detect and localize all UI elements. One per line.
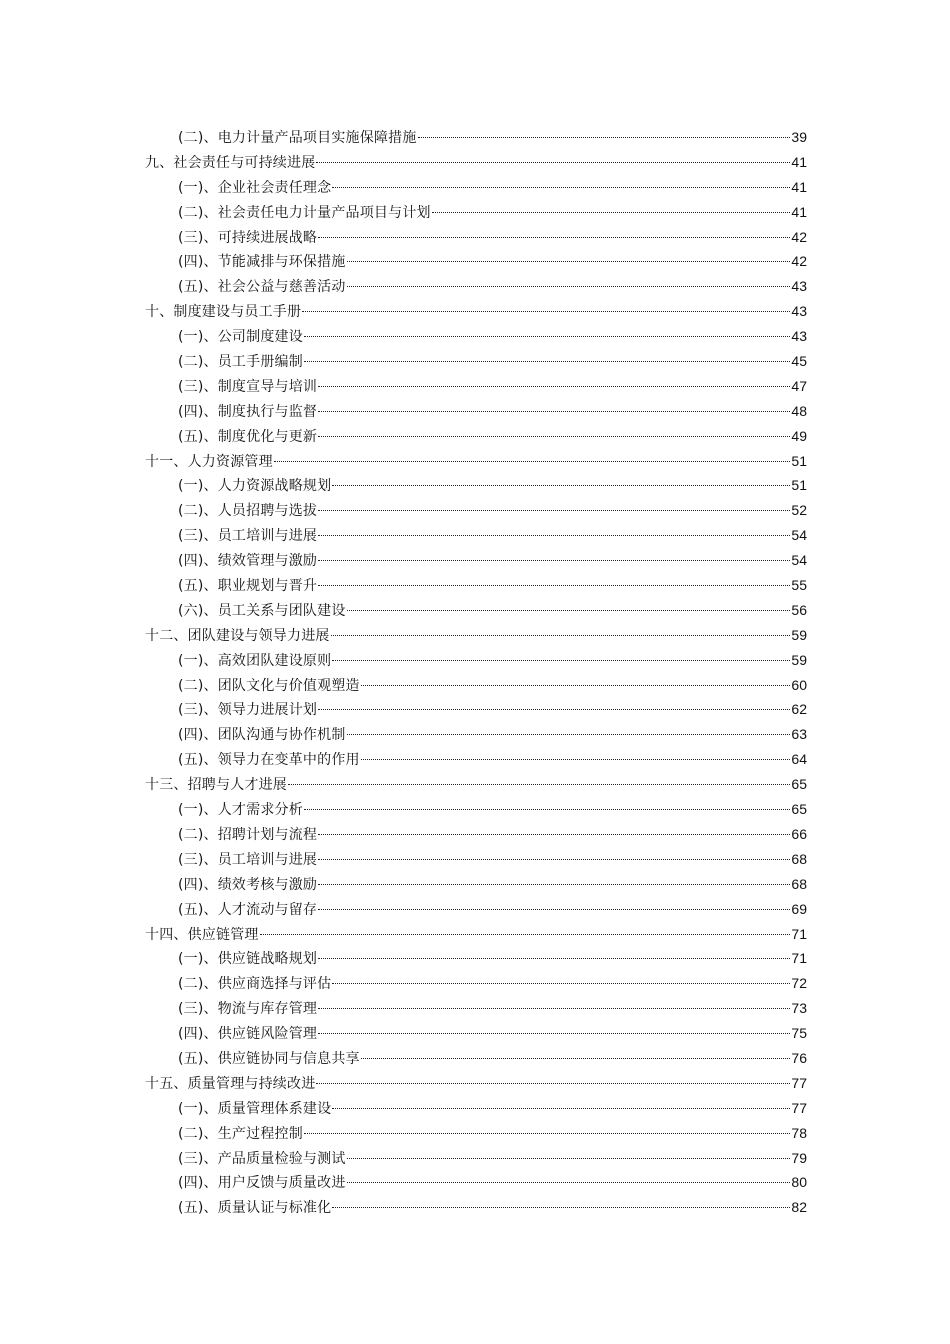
toc-entry-line [145,1071,807,1097]
toc-section-entry[interactable] [0,424,950,449]
toc-page-number: 65 [791,801,807,818]
toc-entry-title: (五)、供应链协同与信息共享 [178,1050,360,1067]
dot-leader [331,635,791,636]
dot-leader [347,734,791,735]
toc-page-number: 43 [791,328,807,345]
toc-section-entry[interactable] [0,523,950,548]
dot-leader [318,585,790,586]
toc-entry-title: (四)、绩效管理与激励 [178,553,318,570]
toc-page-number: 80 [791,1174,807,1191]
toc-entry-title: (二)、生产过程控制 [178,1125,303,1142]
toc-page-number: 71 [791,925,807,942]
toc-section-entry[interactable] [0,598,950,623]
dot-leader [316,1083,790,1084]
dot-leader [318,884,790,885]
toc-section-entry[interactable] [0,946,950,971]
toc-section-entry[interactable] [0,374,950,399]
toc-entry-line [178,349,807,375]
dot-leader [347,286,791,287]
toc-page-number: 43 [791,278,807,295]
toc-section-entry[interactable] [0,175,950,200]
toc-entry-title: (一)、企业社会责任理念 [178,179,332,196]
toc-section-entry[interactable] [0,498,950,523]
dot-leader [302,311,790,312]
toc-entry-title: (四)、制度执行与监督 [178,403,318,420]
toc-entry-line [178,274,807,300]
toc-page-number: 42 [791,253,807,270]
toc-entry-line [178,1046,807,1072]
toc-entry-title: (五)、质量认证与标准化 [178,1200,332,1217]
toc-section-entry[interactable] [0,722,950,747]
toc-entry-line [178,797,807,823]
toc-entry-line [145,150,807,176]
toc-entry-line [145,623,807,649]
toc-page-number: 41 [791,203,807,220]
toc-entry-title: 十一、人力资源管理 [145,453,273,470]
toc-entry-title: 九、社会责任与可持续进展 [145,154,316,171]
dot-leader [347,610,791,611]
toc-section-entry[interactable] [0,673,950,698]
dot-leader [318,1033,790,1034]
toc-entry-line [178,498,807,524]
toc-entry-line [178,200,807,226]
toc-entry-title: (三)、可持续进展战略 [178,229,318,246]
toc-page-number: 48 [791,402,807,419]
toc-entry-title: (四)、供应链风险管理 [178,1026,318,1043]
toc-section-entry[interactable] [0,548,950,573]
dot-leader [318,834,790,835]
toc-section-entry[interactable] [0,324,950,349]
toc-entry-line [178,374,807,400]
toc-entry-title: (一)、质量管理体系建设 [178,1100,332,1117]
toc-entry-line [178,1195,807,1221]
toc-chapter-entry[interactable] [0,922,950,947]
toc-page-number: 65 [791,776,807,793]
toc-section-entry[interactable] [0,125,950,150]
toc-section-entry[interactable] [0,1121,950,1146]
dot-leader [316,162,790,163]
toc-entry-title: 十、制度建设与员工手册 [145,304,302,321]
toc-entry-line [178,175,807,201]
dot-leader [347,261,791,262]
toc-entry-line [178,125,807,151]
toc-entry-title: (二)、供应商选择与评估 [178,976,332,993]
toc-entry-line [178,872,807,898]
toc-page-number: 45 [791,353,807,370]
dot-leader [274,461,791,462]
toc-page-number: 71 [791,950,807,967]
toc-entry-title: (三)、物流与库存管理 [178,1001,318,1018]
toc-section-entry[interactable] [0,797,950,822]
toc-page-number: 66 [791,825,807,842]
toc-page-number: 68 [791,875,807,892]
toc-entry-line [178,1021,807,1047]
toc-entry-line [178,1170,807,1196]
dot-leader [361,1058,791,1059]
toc-page-number: 82 [791,1199,807,1216]
toc-page-number: 51 [791,452,807,469]
toc-entry-title: 十五、质量管理与持续改进 [145,1075,316,1092]
dot-leader [260,934,791,935]
dot-leader [304,361,790,362]
toc-chapter-entry[interactable] [0,772,950,797]
toc-section-entry[interactable] [0,648,950,673]
toc-entry-line [178,971,807,997]
dot-leader [418,137,791,138]
toc-entry-line [178,697,807,723]
dot-leader [318,958,790,959]
toc-page-number: 63 [791,726,807,743]
dot-leader [332,1108,790,1109]
toc-entry-line [178,249,807,275]
toc-entry-title: (四)、节能减排与环保措施 [178,254,346,271]
toc-page-number: 47 [791,377,807,394]
toc-section-entry[interactable] [0,747,950,772]
toc-section-entry[interactable] [0,1096,950,1121]
toc-entry-line [145,449,807,475]
dot-leader [332,485,790,486]
toc-section-entry[interactable] [0,1021,950,1046]
dot-leader [332,660,790,661]
toc-entry-line [178,424,807,450]
toc-entry-title: (二)、社会责任电力计量产品项目与计划 [178,204,431,221]
toc-page-number: 72 [791,975,807,992]
toc-entry-line [178,1146,807,1172]
toc-page-number: 73 [791,1000,807,1017]
dot-leader [318,510,790,511]
toc-section-entry[interactable] [0,697,950,722]
toc-entry-line [178,573,807,599]
toc-page-number: 75 [791,1025,807,1042]
toc-entry-title: 十三、招聘与人才进展 [145,777,287,794]
toc-section-entry[interactable] [0,971,950,996]
toc-entry-line [178,598,807,624]
toc-page-number: 54 [791,527,807,544]
toc-chapter-entry[interactable] [0,150,950,175]
toc-section-entry[interactable] [0,1046,950,1071]
toc-entry-line [178,946,807,972]
toc-entry-title: (一)、公司制度建设 [178,329,303,346]
toc-page-number: 51 [791,477,807,494]
toc-entry-title: (三)、领导力进展计划 [178,702,318,719]
dot-leader [347,1158,791,1159]
toc-page-number: 69 [791,900,807,917]
toc-page-number: 54 [791,552,807,569]
toc-page-number: 76 [791,1049,807,1066]
toc-entry-title: (五)、社会公益与慈善活动 [178,279,346,296]
toc-page-number: 43 [791,303,807,320]
toc-entry-title: 十二、团队建设与领导力进展 [145,627,330,644]
toc-page-number: 59 [791,651,807,668]
toc-chapter-entry[interactable] [0,1071,950,1096]
toc-entry-line [178,1121,807,1147]
toc-page-number: 41 [791,153,807,170]
toc-section-entry[interactable] [0,872,950,897]
dot-leader [332,187,790,188]
toc-section-entry[interactable] [0,349,950,374]
toc-entry-title: (五)、制度优化与更新 [178,428,318,445]
toc-entry-title: (二)、招聘计划与流程 [178,826,318,843]
dot-leader [318,386,790,387]
dot-leader [432,212,791,213]
toc-entry-line [145,922,807,948]
toc-page-number: 49 [791,427,807,444]
toc-entry-line [145,772,807,798]
toc-entry-title: (二)、电力计量产品项目实施保障措施 [178,130,417,146]
toc-page-number: 55 [791,577,807,594]
toc-entry-title: (一)、高效团队建设原则 [178,652,332,669]
toc-section-entry[interactable] [0,225,950,250]
dot-leader [318,436,790,437]
toc-section-entry[interactable] [0,249,950,274]
toc-page-number: 42 [791,228,807,245]
toc-entry-line [178,673,807,699]
toc-entry-title: (二)、员工手册编制 [178,354,303,371]
dot-leader [318,560,790,561]
dot-leader [288,784,790,785]
toc-page-number: 59 [791,626,807,643]
dot-leader [361,759,791,760]
toc-section-entry[interactable] [0,274,950,299]
toc-page-number: 39 [791,129,807,145]
toc-entry-line [145,299,807,325]
toc-entry-line [178,747,807,773]
toc-entry-title: (五)、职业规划与晋升 [178,578,318,595]
toc-section-entry[interactable] [0,200,950,225]
dot-leader [318,709,790,710]
dot-leader [304,336,790,337]
dot-leader [332,1207,790,1208]
dot-leader [318,535,790,536]
toc-entry-title: (二)、团队文化与价值观塑造 [178,677,360,694]
toc-entry-title: (五)、人才流动与留存 [178,901,318,918]
dot-leader [318,237,790,238]
toc-section-entry[interactable] [0,847,950,872]
toc-section-entry[interactable] [0,1195,950,1220]
toc-entry-line [178,324,807,350]
toc-page-number: 41 [791,178,807,195]
toc-section-entry[interactable] [0,897,950,922]
toc-page-number: 52 [791,502,807,519]
dot-leader [347,1182,791,1183]
toc-page-number: 78 [791,1124,807,1141]
toc-entry-title: (四)、绩效考核与激励 [178,876,318,893]
toc-entry-title: 十四、供应链管理 [145,926,259,943]
toc-section-entry[interactable] [0,573,950,598]
toc-entry-title: (一)、人力资源战略规划 [178,478,332,495]
dot-leader [318,1008,790,1009]
toc-chapter-entry[interactable] [0,449,950,474]
dot-leader [318,859,790,860]
dot-leader [318,909,790,910]
toc-chapter-entry[interactable] [0,623,950,648]
dot-leader [304,809,790,810]
toc-entry-title: (三)、员工培训与进展 [178,851,318,868]
toc-entry-title: (六)、员工关系与团队建设 [178,602,346,619]
dot-leader [318,411,790,412]
toc-section-entry[interactable] [0,473,950,498]
toc-entry-title: (四)、团队沟通与协作机制 [178,727,346,744]
toc-entry-line [178,1096,807,1122]
toc-entry-line [178,822,807,848]
toc-section-entry[interactable] [0,1146,950,1171]
toc-entry-line [178,996,807,1022]
toc-entry-line [178,648,807,674]
toc-page-number: 62 [791,701,807,718]
toc-entry-title: (四)、用户反馈与质量改进 [178,1175,346,1192]
dot-leader [332,983,790,984]
toc-entry-line [178,722,807,748]
toc-entry-line [178,897,807,923]
toc-section-entry[interactable] [0,1170,950,1195]
toc-entry-line [178,399,807,425]
toc-entry-line [178,473,807,499]
dot-leader [361,685,791,686]
toc-page-number: 77 [791,1099,807,1116]
toc-page-number: 60 [791,676,807,693]
toc-page-number: 64 [791,751,807,768]
toc-entry-title: (三)、产品质量检验与测试 [178,1150,346,1167]
dot-leader [304,1133,790,1134]
toc-entry-title: (三)、员工培训与进展 [178,528,318,545]
toc-entry-title: (二)、人员招聘与选拔 [178,503,318,520]
toc-entry-line [178,847,807,873]
toc-entry-title: (一)、人才需求分析 [178,802,303,819]
toc-chapter-entry[interactable] [0,299,950,324]
toc-entry-title: (一)、供应链战略规划 [178,951,318,968]
toc-section-entry[interactable] [0,996,950,1021]
toc-entry-line [178,548,807,574]
toc-entry-title: (五)、领导力在变革中的作用 [178,752,360,769]
toc-entry-line [178,225,807,251]
toc-page-number: 68 [791,850,807,867]
toc-entry-line [178,523,807,549]
toc-section-entry[interactable] [0,399,950,424]
toc-section-entry[interactable] [0,822,950,847]
toc-page-number: 77 [791,1074,807,1091]
toc-page-number: 79 [791,1149,807,1166]
toc-entry-title: (三)、制度宣导与培训 [178,378,318,395]
toc-page-number: 56 [791,601,807,618]
table-of-contents [0,125,950,1220]
